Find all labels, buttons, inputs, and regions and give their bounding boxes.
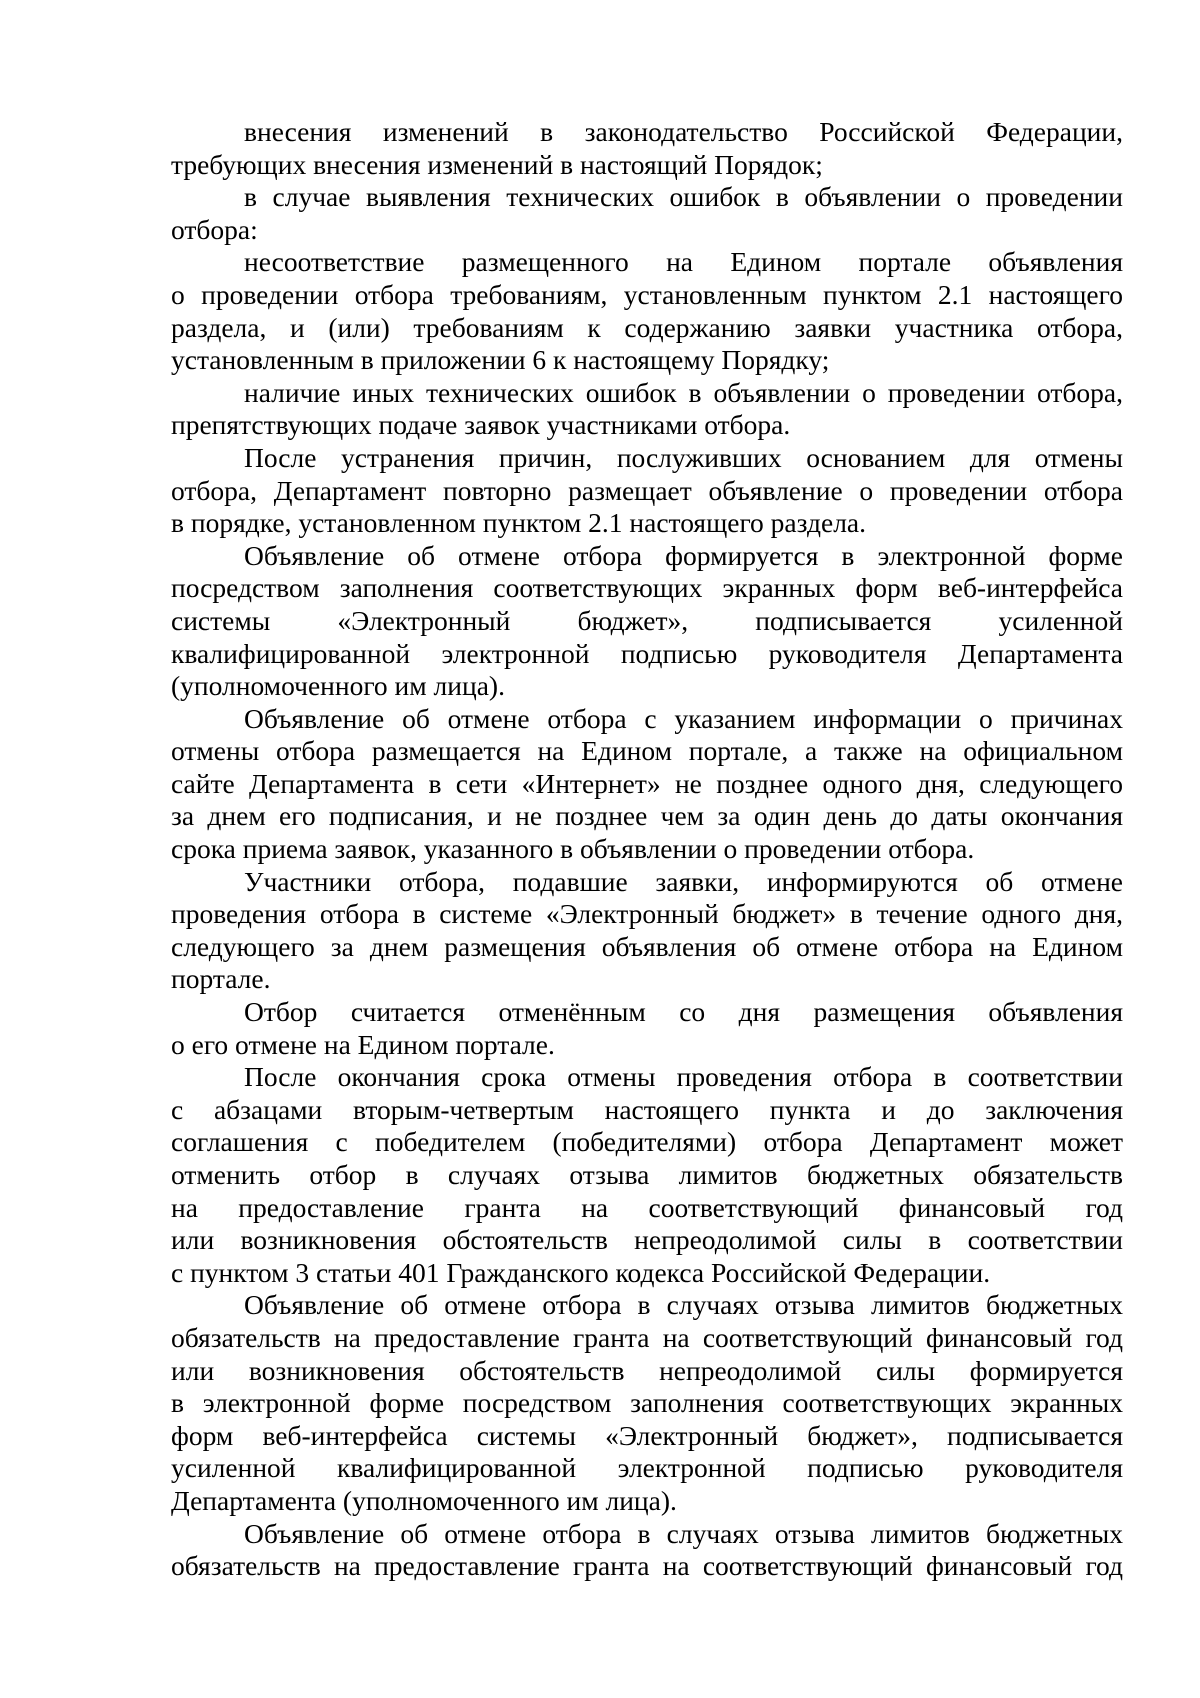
paragraph-line: в электронной форме посредством заполнения соответствующих экранных — [171, 1387, 1123, 1419]
paragraph-line: отбора: — [171, 213, 258, 245]
paragraph-line: После устранения причин, послуживших основанием для отмены — [244, 441, 1123, 473]
paragraph — [171, 1061, 1123, 1289]
paragraph-line: внесения изменений в законодательство Российской Федерации, — [244, 116, 1123, 147]
paragraph-line: Объявление об отмене отбора формируется в электронной форме — [244, 539, 1123, 571]
paragraph-line: с абзацами вторым-четвертым настоящего пункта и до заключения — [171, 1093, 1123, 1125]
paragraph-line: срока приема заявок, указанного в объявлении о проведении отбора. — [171, 833, 975, 865]
paragraph-line: После окончания срока отмены проведения отбора в соответствии — [244, 1061, 1123, 1093]
paragraph-line: требующих внесения изменений в настоящий Порядок; — [171, 148, 823, 180]
paragraph-line: Объявление об отмене отбора в случаях отзыва лимитов бюджетных — [244, 1289, 1123, 1321]
paragraph-line: в порядке, установленном пунктом 2.1 настоящего раздела. — [171, 507, 866, 539]
paragraph — [171, 996, 1123, 1061]
paragraph-line: проведения отбора в системе «Электронный бюджет» в течение одного дня, — [171, 898, 1123, 930]
paragraph-line: системы «Электронный бюджет», подписывается усиленной — [171, 604, 1123, 636]
paragraph-line: или возникновения обстоятельств непреодолимой силы формируется — [171, 1354, 1123, 1386]
paragraph — [171, 181, 1123, 246]
paragraph-line: обязательств на предоставление гранта на соответствующий финансовый год — [171, 1550, 1123, 1582]
paragraph — [171, 703, 1123, 866]
paragraph-line: (уполномоченного им лица). — [171, 670, 505, 702]
paragraph-line: обязательств на предоставление гранта на соответствующий финансовый год — [171, 1321, 1123, 1353]
paragraph — [171, 442, 1123, 540]
paragraph-line: соглашения с победителем (победителями) отбора Департамент может — [171, 1126, 1123, 1158]
paragraph-line: посредством заполнения соответствующих экранных форм веб-интерфейса — [171, 572, 1123, 604]
paragraph — [171, 377, 1123, 442]
paragraph-line: с пунктом 3 статьи 401 Гражданского кодекса Российской Федерации. — [171, 1256, 991, 1288]
paragraph-line: Объявление об отмене отбора с указанием информации о причинах — [244, 702, 1123, 734]
paragraph-line: Объявление об отмене отбора в случаях отзыва лимитов бюджетных — [244, 1517, 1123, 1549]
paragraph-line: несоответствие размещенного на Едином портале объявления — [244, 246, 1123, 278]
paragraph-line: на предоставление гранта на соответствующий финансовый год — [171, 1191, 1123, 1223]
paragraph-line: наличие иных технических ошибок в объявлении о проведении отбора, — [244, 376, 1123, 408]
paragraph — [171, 866, 1123, 996]
paragraph-line: следующего за днем размещения объявления об отмене отбора на Едином — [171, 930, 1123, 962]
document-body — [171, 116, 1123, 1583]
paragraph-line: отбора, Департамент повторно размещает объявление о проведении отбора — [171, 474, 1123, 506]
paragraph-line: Отбор считается отменённым со дня размещения объявления — [244, 996, 1123, 1028]
paragraph — [171, 1518, 1123, 1583]
paragraph-line: в случае выявления технических ошибок в объявлении о проведении — [244, 181, 1123, 213]
paragraph-line: о проведении отбора требованиям, установленным пунктом 2.1 настоящего — [171, 278, 1123, 310]
paragraph-line: Департамента (уполномоченного им лица). — [171, 1484, 677, 1516]
paragraph-line: сайте Департамента в сети «Интернет» не позднее одного дня, следующего — [171, 767, 1123, 799]
paragraph — [171, 1289, 1123, 1517]
paragraph-line: отменить отбор в случаях отзыва лимитов бюджетных обязательств — [171, 1159, 1123, 1190]
paragraph-line: Участники отбора, подавшие заявки, информируются об отмене — [244, 865, 1123, 897]
paragraph-line: препятствующих подаче заявок участниками отбора. — [171, 409, 791, 441]
paragraph-line: портале. — [171, 963, 271, 995]
paragraph-line: квалифицированной электронной подписью руководителя Департамента — [171, 637, 1123, 669]
paragraph-line: отмены отбора размещается на Едином портале, а также на официальном — [171, 735, 1123, 767]
paragraph-line: установленным в приложении 6 к настоящему Порядку; — [171, 344, 830, 376]
paragraph — [171, 116, 1123, 181]
paragraph-line: раздела, и (или) требованиям к содержанию заявки участника отбора, — [171, 311, 1123, 343]
paragraph — [171, 246, 1123, 376]
paragraph-line: или возникновения обстоятельств непреодолимой силы в соответствии — [171, 1224, 1123, 1256]
paragraph-line: форм веб-интерфейса системы «Электронный бюджет», подписывается — [171, 1419, 1123, 1451]
paragraph — [171, 540, 1123, 703]
paragraph-line: усиленной квалифицированной электронной подписью руководителя — [171, 1452, 1123, 1484]
paragraph-line: о его отмене на Едином портале. — [171, 1028, 555, 1060]
paragraph-line: за днем его подписания, и не позднее чем за один день до даты окончания — [171, 800, 1123, 832]
